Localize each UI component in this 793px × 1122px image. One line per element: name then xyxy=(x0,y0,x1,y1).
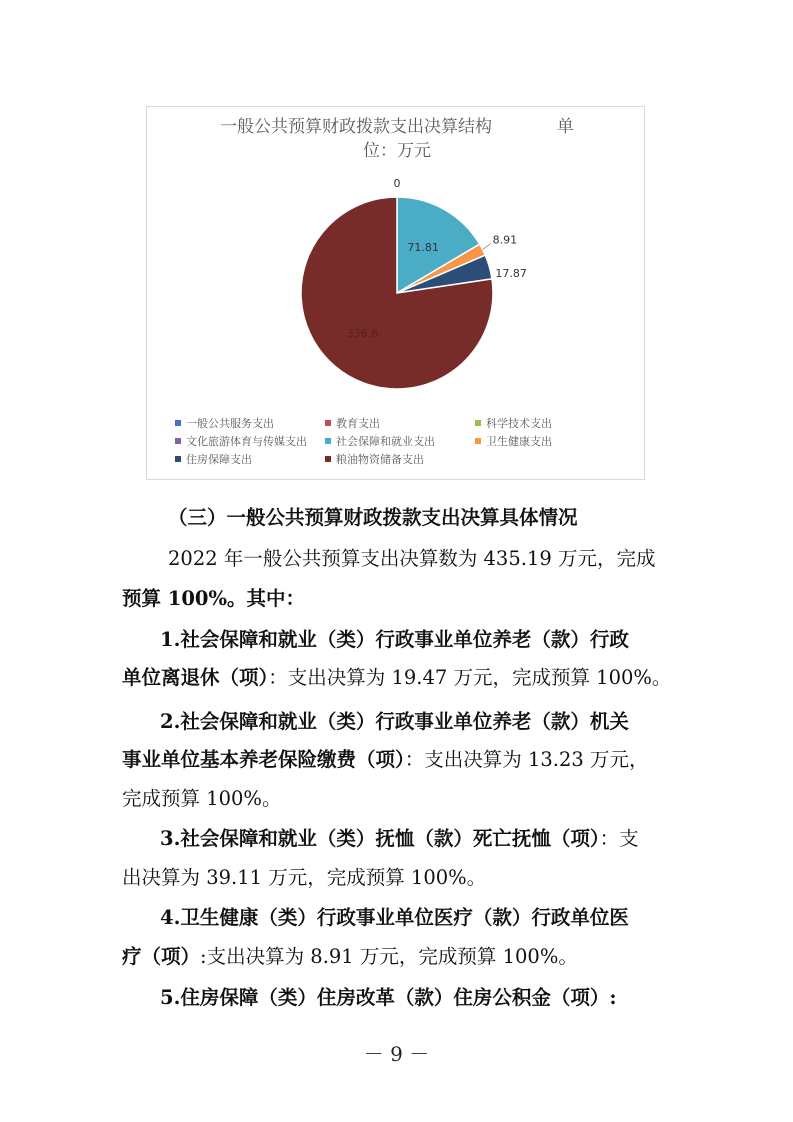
leader-line-5 xyxy=(483,244,491,250)
chart-legend xyxy=(175,415,635,467)
chart-title: 一般公共预算财政拨款支出决算结构 单 位：万元 xyxy=(220,117,574,161)
legend-swatch-5 xyxy=(475,438,481,444)
legend-label-4: 社会保障和就业支出 xyxy=(336,435,435,448)
item1-line1: 1.社会保障和就业（类）行政事业单位养老（款）行政 xyxy=(160,628,629,651)
data-label-6: 17.87 xyxy=(495,266,527,280)
item3-line2: 出决算为 39.11 万元，完成预算 100%。 xyxy=(122,866,487,889)
data-label-7: 336.6 xyxy=(346,326,379,340)
legend-swatch-7 xyxy=(325,456,331,462)
legend-item-2 xyxy=(475,415,625,431)
item2-line1: 2.社会保障和就业（类）行政事业单位养老（款）机关 xyxy=(160,710,629,733)
legend-swatch-1 xyxy=(325,420,331,426)
item4-line2: 疗（项）:支出决算为 8.91 万元，完成预算 100%。 xyxy=(122,945,578,968)
pie-plot xyxy=(147,107,644,407)
legend-item-1 xyxy=(325,415,475,431)
legend-item-5 xyxy=(475,433,625,449)
legend-swatch-0 xyxy=(175,420,181,426)
legend-label-2: 科学技术支出 xyxy=(486,417,552,430)
item5-line1: 5.住房保障（类）住房改革（款）住房公积金（项）: xyxy=(160,986,617,1009)
legend-item-7 xyxy=(325,451,475,467)
legend-swatch-2 xyxy=(475,420,481,426)
section-heading: （三）一般公共预算财政拨款支出决算具体情况 xyxy=(168,506,578,529)
legend-label-1: 教育支出 xyxy=(336,417,380,430)
data-label-5: 8.91 xyxy=(492,233,518,247)
legend-item-0 xyxy=(175,415,325,431)
legend-label-6: 住房保障支出 xyxy=(186,453,252,466)
item3-line1: 3.社会保障和就业（类）抚恤（款）死亡抚恤（项）：支 xyxy=(160,827,639,850)
legend-label-0: 一般公共服务支出 xyxy=(186,417,274,430)
item1-line2: 单位离退休（项）：支出决算为 19.47 万元，完成预算 100%。 xyxy=(122,666,672,689)
legend-label-7: 粮油物资储备支出 xyxy=(336,453,424,466)
intro-line2: 预算 100%。其中： xyxy=(122,587,306,610)
pie-chart xyxy=(146,106,645,480)
data-label-3: 0 xyxy=(393,177,401,190)
legend-item-6 xyxy=(175,451,325,467)
data-label-4: 71.81 xyxy=(407,241,439,255)
legend-swatch-6 xyxy=(175,456,181,462)
item2-line2: 事业单位基本养老保险缴费（项）：支出决算为 13.23 万元， xyxy=(122,748,649,771)
legend-swatch-3 xyxy=(175,438,181,444)
legend-label-3: 文化旅游体育与传媒支出 xyxy=(186,435,307,448)
item4-line1: 4.卫生健康（类）行政事业单位医疗（款）行政单位医 xyxy=(160,906,629,929)
page-number: － 9 － xyxy=(363,1042,430,1066)
legend-item-3 xyxy=(175,433,325,449)
legend-label-5: 卫生健康支出 xyxy=(486,435,552,448)
item2-line3: 完成预算 100%。 xyxy=(122,787,282,810)
legend-item-4 xyxy=(325,433,475,449)
legend-swatch-4 xyxy=(325,438,331,444)
intro-line1: 2022 年一般公共预算支出决算数为 435.19 万元，完成 xyxy=(168,547,656,570)
